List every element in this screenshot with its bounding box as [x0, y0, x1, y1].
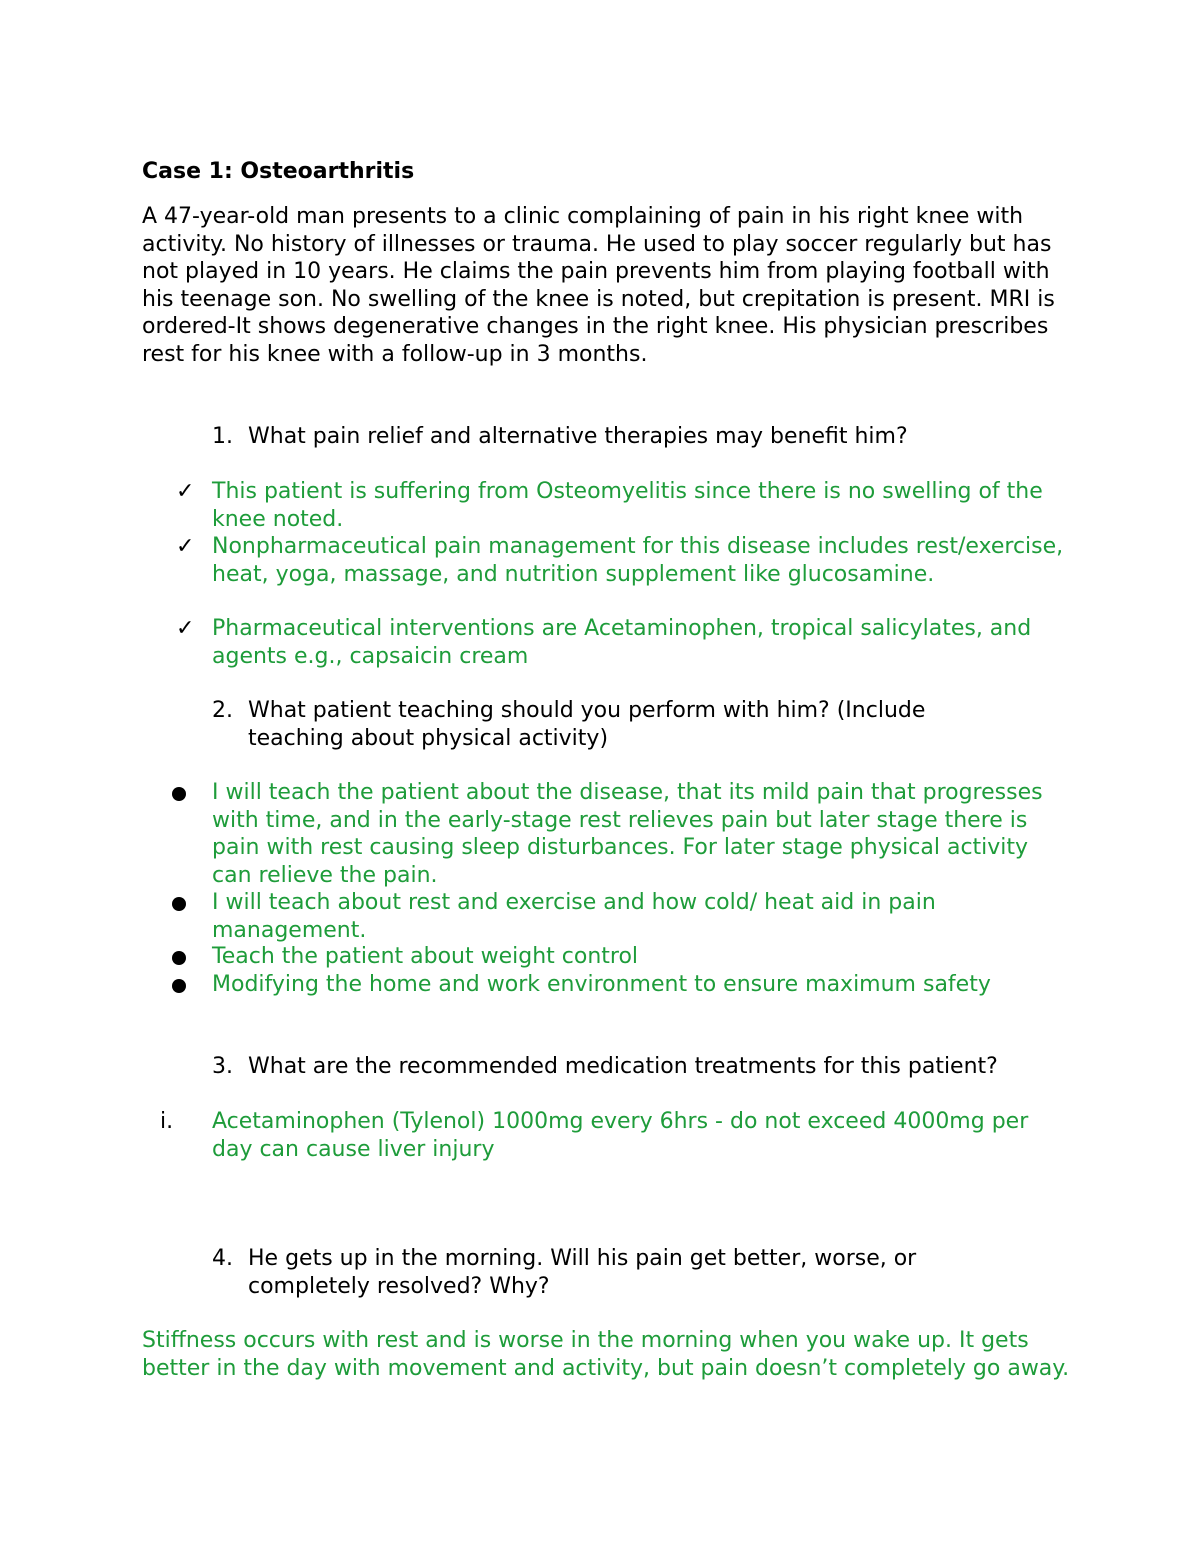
- bullet-icon: [172, 897, 186, 911]
- bullet-icon: [172, 787, 186, 801]
- case-description: A 47-year-old man presents to a clinic complaining of pain in his right knee with activity. No history of illnesses or trauma. He used to play soccer regularly but has not played in 10 years. He claims the pain prevents him from playing football with his teenage son. No swelling of the knee is noted, but crepitation is present. MRI is ordered-It shows degenerative changes in the right knee. His physician prescribes rest for his knee with a follow-up in 3 months.: [142, 204, 1055, 367]
- list-marker: i.: [160, 1109, 174, 1134]
- answer-text: I will teach the patient about the disease, that its mild pain that progresses with time, and in the early-stage rest relieves pain but later stage there is pain with rest causing sleep disturbances. For later stage physical activity can relieve the pain.: [212, 780, 1043, 888]
- question-text: What are the recommended medication treatments for this patient?: [248, 1054, 998, 1079]
- question-number: 1.: [212, 424, 233, 449]
- question-text: He gets up in the morning. Will his pain get better, worse, or completely resolved? Why?: [248, 1246, 917, 1299]
- checkmark-icon: ✓: [176, 479, 195, 504]
- answer-q4: Stiffness occurs with rest and is worse in the morning when you wake up. It gets better in the day with movement and activity, but pain doesn’t completely go away.: [142, 1328, 1070, 1381]
- checkmark-icon: ✓: [176, 534, 195, 559]
- bullet-icon: [172, 951, 186, 965]
- question-number: 2.: [212, 698, 233, 723]
- case-title: Case 1: Osteoarthritis: [142, 159, 415, 184]
- question-number: 4.: [212, 1246, 233, 1271]
- question-number: 3.: [212, 1054, 233, 1079]
- bullet-icon: [172, 979, 186, 993]
- question-text: What pain relief and alternative therapies may benefit him?: [248, 424, 908, 449]
- answer-text: Teach the patient about weight control: [212, 944, 639, 969]
- checkmark-icon: ✓: [176, 616, 195, 641]
- question-text: What patient teaching should you perform with him? (Include teaching about physical activity): [248, 698, 926, 751]
- answer-text: This patient is suffering from Osteomyelitis since there is no swelling of the knee noted.: [212, 479, 1043, 532]
- answer-text: Modifying the home and work environment to ensure maximum safety: [212, 972, 991, 997]
- answer-text: I will teach about rest and exercise and how cold/ heat aid in pain management.: [212, 890, 936, 943]
- answer-text: Acetaminophen (Tylenol) 1000mg every 6hrs - do not exceed 4000mg per day can cause liver injury: [212, 1109, 1029, 1162]
- answer-text: Pharmaceutical interventions are Acetaminophen, tropical salicylates, and agents e.g., capsaicin cream: [212, 616, 1032, 669]
- answer-text: Nonpharmaceutical pain management for this disease includes rest/exercise, heat, yoga, massage, and nutrition supplement like glucosamine.: [212, 534, 1064, 587]
